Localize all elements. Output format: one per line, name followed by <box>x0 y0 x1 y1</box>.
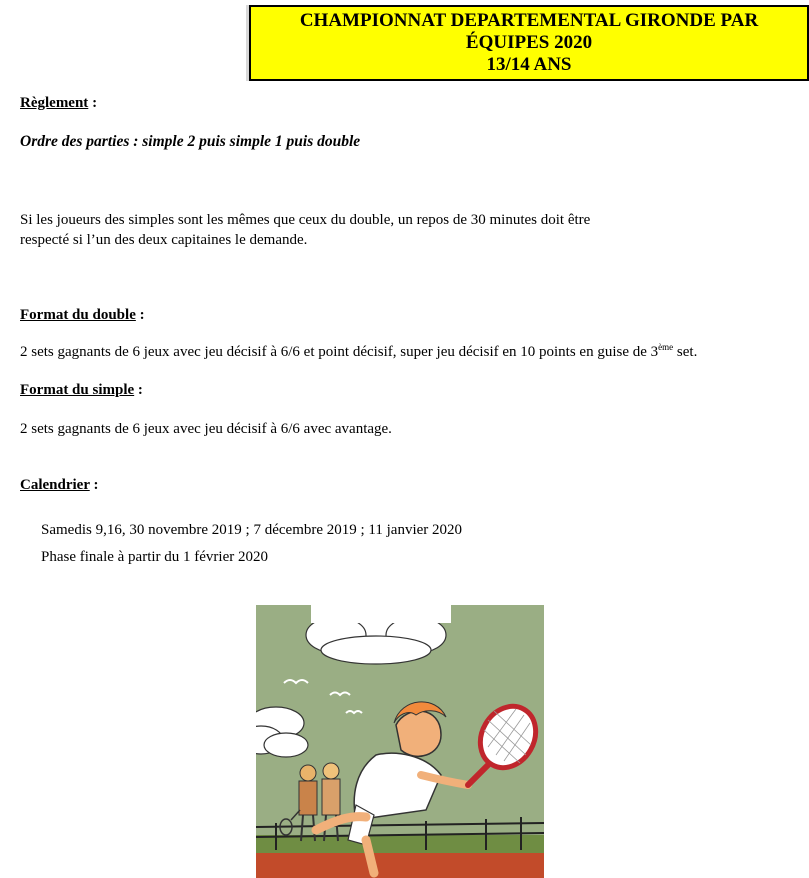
calendrier-line-2: Phase finale à partir du 1 février 2020 <box>41 549 268 565</box>
format-simple-heading-label: Format du simple <box>20 382 135 398</box>
format-double-heading-label: Format du double <box>20 307 136 323</box>
format-simple-heading-colon: : <box>134 382 143 398</box>
format-double-heading-colon: : <box>135 307 145 323</box>
format-double-text <box>20 344 697 361</box>
format-double-heading <box>20 307 145 324</box>
title-line-2: ÉQUIPES 2020 <box>465 32 593 53</box>
calendrier-line-1: Samedis 9,16, 30 novembre 2019 ; 7 décembre 2019 ; 11 janvier 2020 <box>41 522 463 538</box>
repos-line-2: respecté si l’un des deux capitaines le demande. <box>20 232 308 248</box>
calendrier-heading-colon: : <box>89 477 99 493</box>
calendrier-heading <box>20 477 98 494</box>
reglement-heading-label: Règlement <box>20 95 89 111</box>
reglement-heading-colon: : <box>88 95 98 111</box>
ordre-des-parties: Ordre des parties : simple 2 puis simple 1 puis double <box>20 133 361 150</box>
repos-line-1: Si les joueurs des simples sont les mêmes que ceux du double, un repos de 30 minutes doit être <box>20 212 591 228</box>
tennis-player-illustration-icon <box>256 605 544 878</box>
reglement-heading <box>20 95 97 112</box>
calendrier-heading-label: Calendrier <box>20 477 90 493</box>
format-double-superscript: ème <box>658 342 674 352</box>
grass-strip <box>256 835 544 855</box>
title-line-1: CHAMPIONNAT DEPARTEMENTAL GIRONDE PAR <box>299 10 759 31</box>
title-line-3: 13/14 ANS <box>486 54 572 75</box>
title-banner <box>249 5 809 81</box>
clay-court <box>256 853 544 878</box>
format-simple-text: 2 sets gagnants de 6 jeux avec jeu décisif à 6/6 avec avantage. <box>20 421 392 437</box>
format-double-text-main: 2 sets gagnants de 6 jeux avec jeu décisif à 6/6 et point décisif, super jeu décisif en 10 points en guise de 3 <box>20 344 659 360</box>
format-double-text-end: set. <box>673 344 698 360</box>
format-simple-heading <box>20 382 143 399</box>
